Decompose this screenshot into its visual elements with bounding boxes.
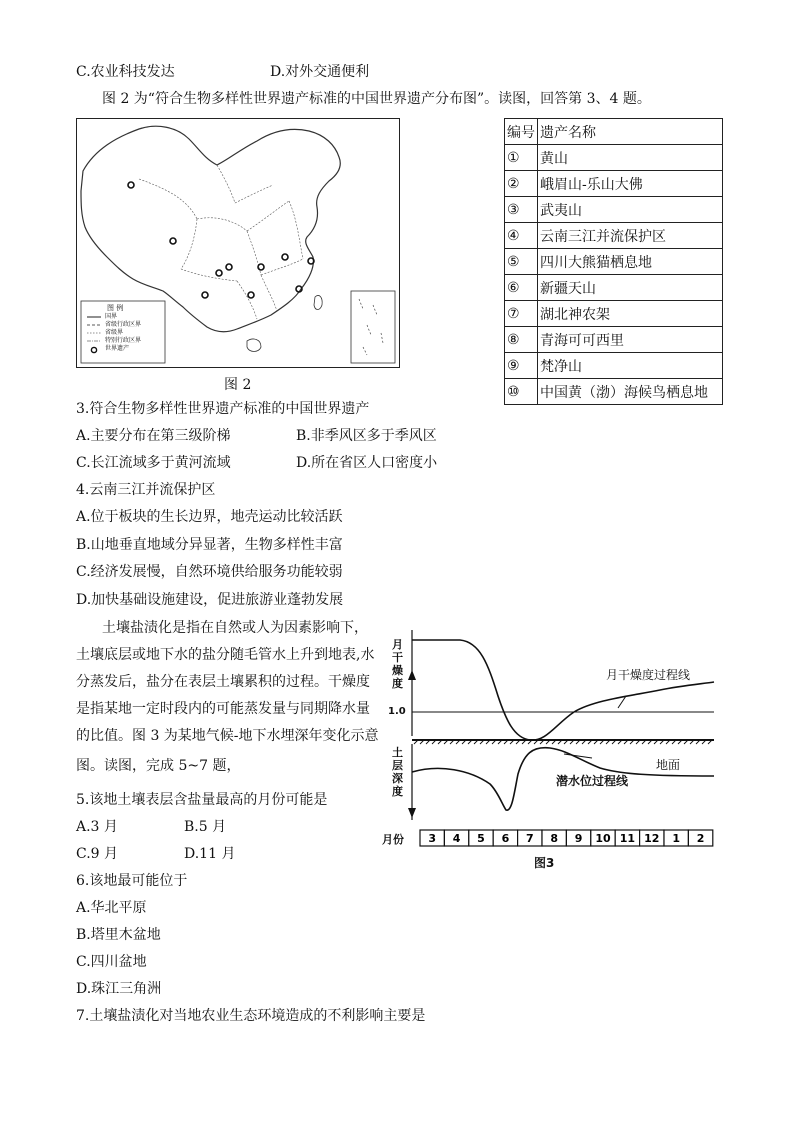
q5-option-d: D.11 月: [184, 846, 236, 862]
table-row: ⑥ 新疆天山: [505, 275, 723, 301]
q3-stem: 3.符合生物多样性世界遗产标准的中国世界遗产: [76, 401, 370, 417]
q3-option-c: C.长江流域多于黄河流域: [76, 455, 231, 471]
header-num: 编号: [505, 119, 538, 145]
month-label: 1: [672, 832, 681, 845]
q6-option-a: A.华北平原: [76, 900, 147, 916]
q5-option-c: C.9 月: [76, 846, 119, 862]
q5-option-b: B.5 月: [184, 819, 227, 835]
q6-stem: 6.该地最可能位于: [76, 873, 188, 889]
q4-option-c: C.经济发展慢，自然环境供给服务功能较弱: [76, 564, 343, 580]
tick-1: 1.0: [388, 706, 406, 717]
table-row: ③ 武夷山: [505, 197, 723, 223]
month-label: 3: [428, 832, 437, 845]
figure3: [380, 624, 730, 872]
q6-option-c: C.四川盆地: [76, 954, 147, 970]
hainan-outline: [247, 339, 261, 352]
q6-option-b: B.塔里木盆地: [76, 927, 161, 943]
month-label: 5: [477, 832, 485, 845]
month-label: 11: [619, 832, 636, 845]
province-boundaries: [139, 165, 303, 319]
month-label: 10: [595, 832, 611, 845]
map-legend-items: 国界 省级行政区界 省级界 特别行政区界 世界遗产: [105, 313, 142, 352]
q3-option-d: D.所在省区人口密度小: [296, 455, 438, 471]
q4-option-b: B.山地垂直地域分异显著，生物多样性丰富: [76, 537, 343, 553]
table-row: ① 黄山: [505, 145, 723, 171]
taiwan-outline: [314, 295, 322, 309]
q3-option-a: A.主要分布在第三级阶梯: [76, 428, 231, 444]
table-row: ⑧ 青海可可西里: [505, 327, 723, 353]
month-label: 12: [644, 832, 660, 845]
map-legend-title: 图 例: [107, 304, 124, 312]
month-label: 7: [525, 832, 534, 845]
figure2-intro: 图 2 为“符合生物多样性世界遗产标准的中国世界遗产分布图”。读图，回答第 3、4 题。: [102, 91, 651, 107]
q3-option-b: B.非季风区多于季风区: [296, 428, 437, 444]
dryness-axis-arrow: [408, 670, 416, 680]
table-row: ⑦ 湖北神农架: [505, 301, 723, 327]
month-boxes: [420, 830, 713, 846]
depth-axis-arrow: [408, 808, 416, 818]
q4-stem: 4.云南三江并流保护区: [76, 482, 216, 498]
q4-option-a: A.位于板块的生长边界，地壳运动比较活跃: [76, 509, 343, 525]
month-label: 6: [501, 832, 510, 845]
south-china-sea-inset: [351, 291, 395, 363]
month-label: 8: [550, 832, 559, 845]
ground-label: 地面: [656, 758, 681, 772]
q7-stem: 7.土壤盐渍化对当地农业生态环境造成的不利影响主要是: [76, 1008, 426, 1024]
figure3-caption: 图3: [534, 856, 555, 870]
month-axis-label: 月份: [382, 833, 404, 846]
month-label: 2: [696, 832, 705, 845]
figure3-graphic: [380, 624, 730, 872]
heritage-table: [504, 118, 723, 405]
q4-option-d: D.加快基础设施建设，促进旅游业蓬勃发展: [76, 592, 344, 608]
header-name: 遗产名称: [538, 119, 723, 145]
heritage-sites: [128, 182, 314, 298]
depth-axis-label: 土 层 深 度: [392, 746, 403, 798]
option-c-prev: C.农业科技发达: [76, 64, 175, 80]
figure2-caption: 图 2: [224, 377, 252, 393]
table-row: ② 峨眉山-乐山大佛: [505, 171, 723, 197]
water-table-label: 潜水位过程线: [556, 774, 629, 788]
q6-option-d: D.珠江三角洲: [76, 981, 162, 997]
month-label: 9: [574, 832, 583, 845]
q5-stem: 5.该地土壤表层含盐量最高的月份可能是: [76, 792, 328, 808]
table-row: ⑨ 梵净山: [505, 353, 723, 379]
dryness-axis-label: 月 干 燥 度: [392, 638, 403, 690]
table-row: ⑤ 四川大熊猫栖息地: [505, 249, 723, 275]
dryness-curve-label: 月干燥度过程线: [606, 668, 691, 682]
option-d-prev: D.对外交通便利: [270, 64, 370, 80]
q5-option-a: A.3 月: [76, 819, 118, 835]
china-map: [76, 118, 400, 368]
dryness-curve: [412, 640, 714, 740]
month-label: 4: [452, 832, 461, 845]
table-row: ⑩ 中国黄（渤）海候鸟栖息地: [505, 379, 723, 405]
table-header-row: [505, 119, 723, 145]
table-row: ④ 云南三江并流保护区: [505, 223, 723, 249]
